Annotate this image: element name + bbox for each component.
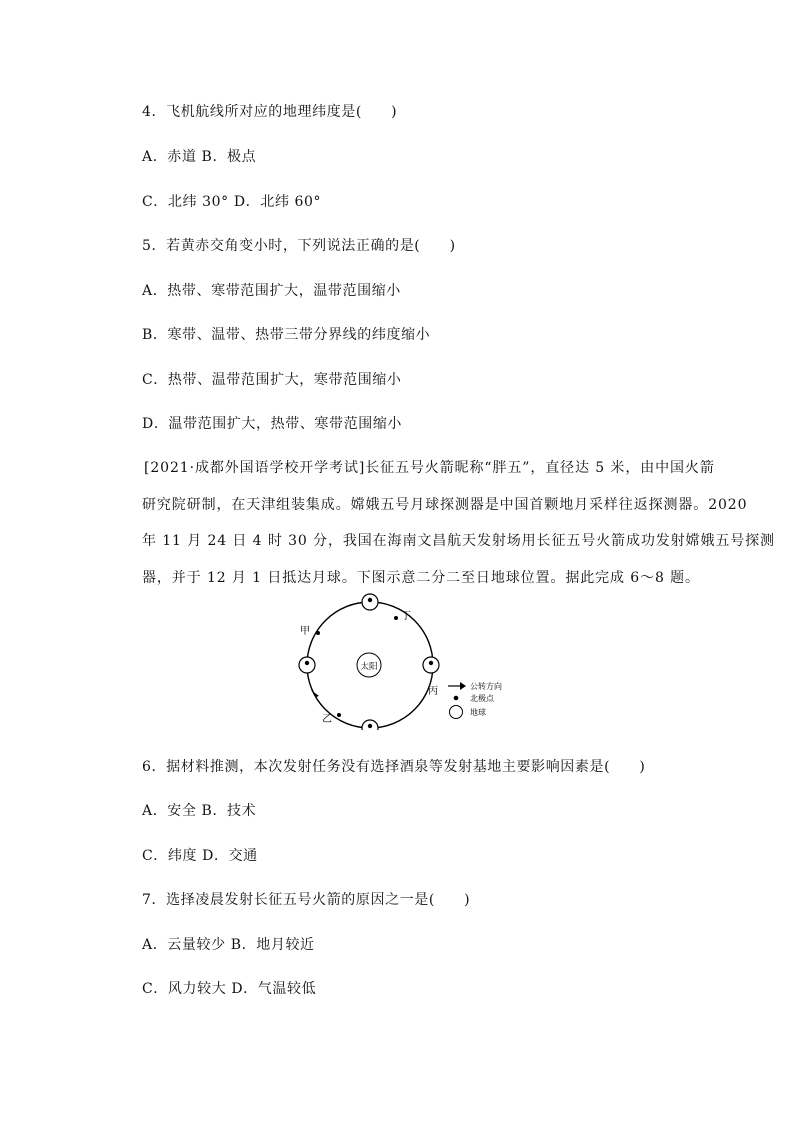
material-line: [2021·成都外国语学校开学考试]长征五号火箭昵称“胖五”，直径达 5 米，由中国火箭 — [144, 460, 715, 476]
q5-option-b: B．寒带、温带、热带三带分界线的纬度缩小 — [142, 327, 431, 343]
q5-option-c: C．热带、温带范围扩大，寒带范围缩小 — [142, 372, 402, 388]
q5-option-a: A．热带、寒带范围扩大，温带范围缩小 — [142, 283, 401, 299]
legend — [448, 681, 502, 719]
material-paragraph — [142, 458, 775, 604]
point-yi-dot — [337, 713, 341, 717]
q5-stem: 5．若黄赤交角变小时，下列说法正确的是( ) — [142, 238, 456, 254]
label-ding: 丁 — [401, 611, 411, 622]
q7-stem: 7．选择凌晨发射长征五号火箭的原因之一是( ) — [142, 892, 471, 908]
q6-options-cd: C．纬度 D．交通 — [142, 848, 258, 864]
point-jia-dot — [316, 631, 320, 635]
q6-stem: 6．据材料推测，本次发射任务没有选择酒泉等发射基地主要影响因素是( ) — [142, 759, 646, 775]
label-yi: 乙 — [322, 714, 332, 725]
q5-option-d: D．温带范围扩大，热带、寒带范围缩小 — [142, 416, 403, 432]
legend-north-pole: 北极点 — [470, 694, 494, 703]
earth-right — [423, 657, 439, 673]
q4-options-ab: A．赤道 B．极点 — [142, 149, 257, 165]
sun-label: 太阳 — [360, 662, 378, 672]
legend-earth-icon — [450, 706, 463, 719]
earth-bottom — [362, 720, 378, 730]
earth-orbit-diagram — [290, 590, 530, 730]
label-bing: 丙 — [428, 686, 438, 697]
material-line: 器，并于 12 月 1 日抵达月球。下图示意二分二至日地球位置。据此完成 6～8 题。 — [142, 569, 700, 586]
legend-direction: 公转方向 — [470, 682, 502, 691]
material-line: 年 11 月 24 日 4 时 30 分，我国在海南文昌航天发射场用长征五号火箭成功发射嫦娥五号探测 — [142, 533, 775, 549]
earth-top — [362, 594, 378, 610]
q7-options-cd: C．风力较大 D．气温较低 — [142, 981, 317, 997]
q4-options-cd: C．北纬 30° D．北纬 60° — [142, 194, 322, 210]
material-line: 研究院研制，在天津组装集成。嫦娥五号月球探测器是中国首颗地月采样往返探测器。2020 — [142, 496, 748, 513]
legend-earth: 地球 — [470, 708, 486, 717]
q4-stem: 4．飞机航线所对应的地理纬度是( ) — [142, 104, 398, 120]
legend-arrow-icon — [460, 682, 466, 690]
earth-left — [299, 657, 315, 673]
label-jia: 甲 — [300, 626, 310, 637]
q7-options-ab: A．云量较少 B．地月较近 — [142, 937, 315, 953]
legend-north-pole-icon — [454, 696, 459, 701]
point-ding-dot — [394, 616, 398, 620]
q6-options-ab: A．安全 B．技术 — [142, 803, 257, 819]
